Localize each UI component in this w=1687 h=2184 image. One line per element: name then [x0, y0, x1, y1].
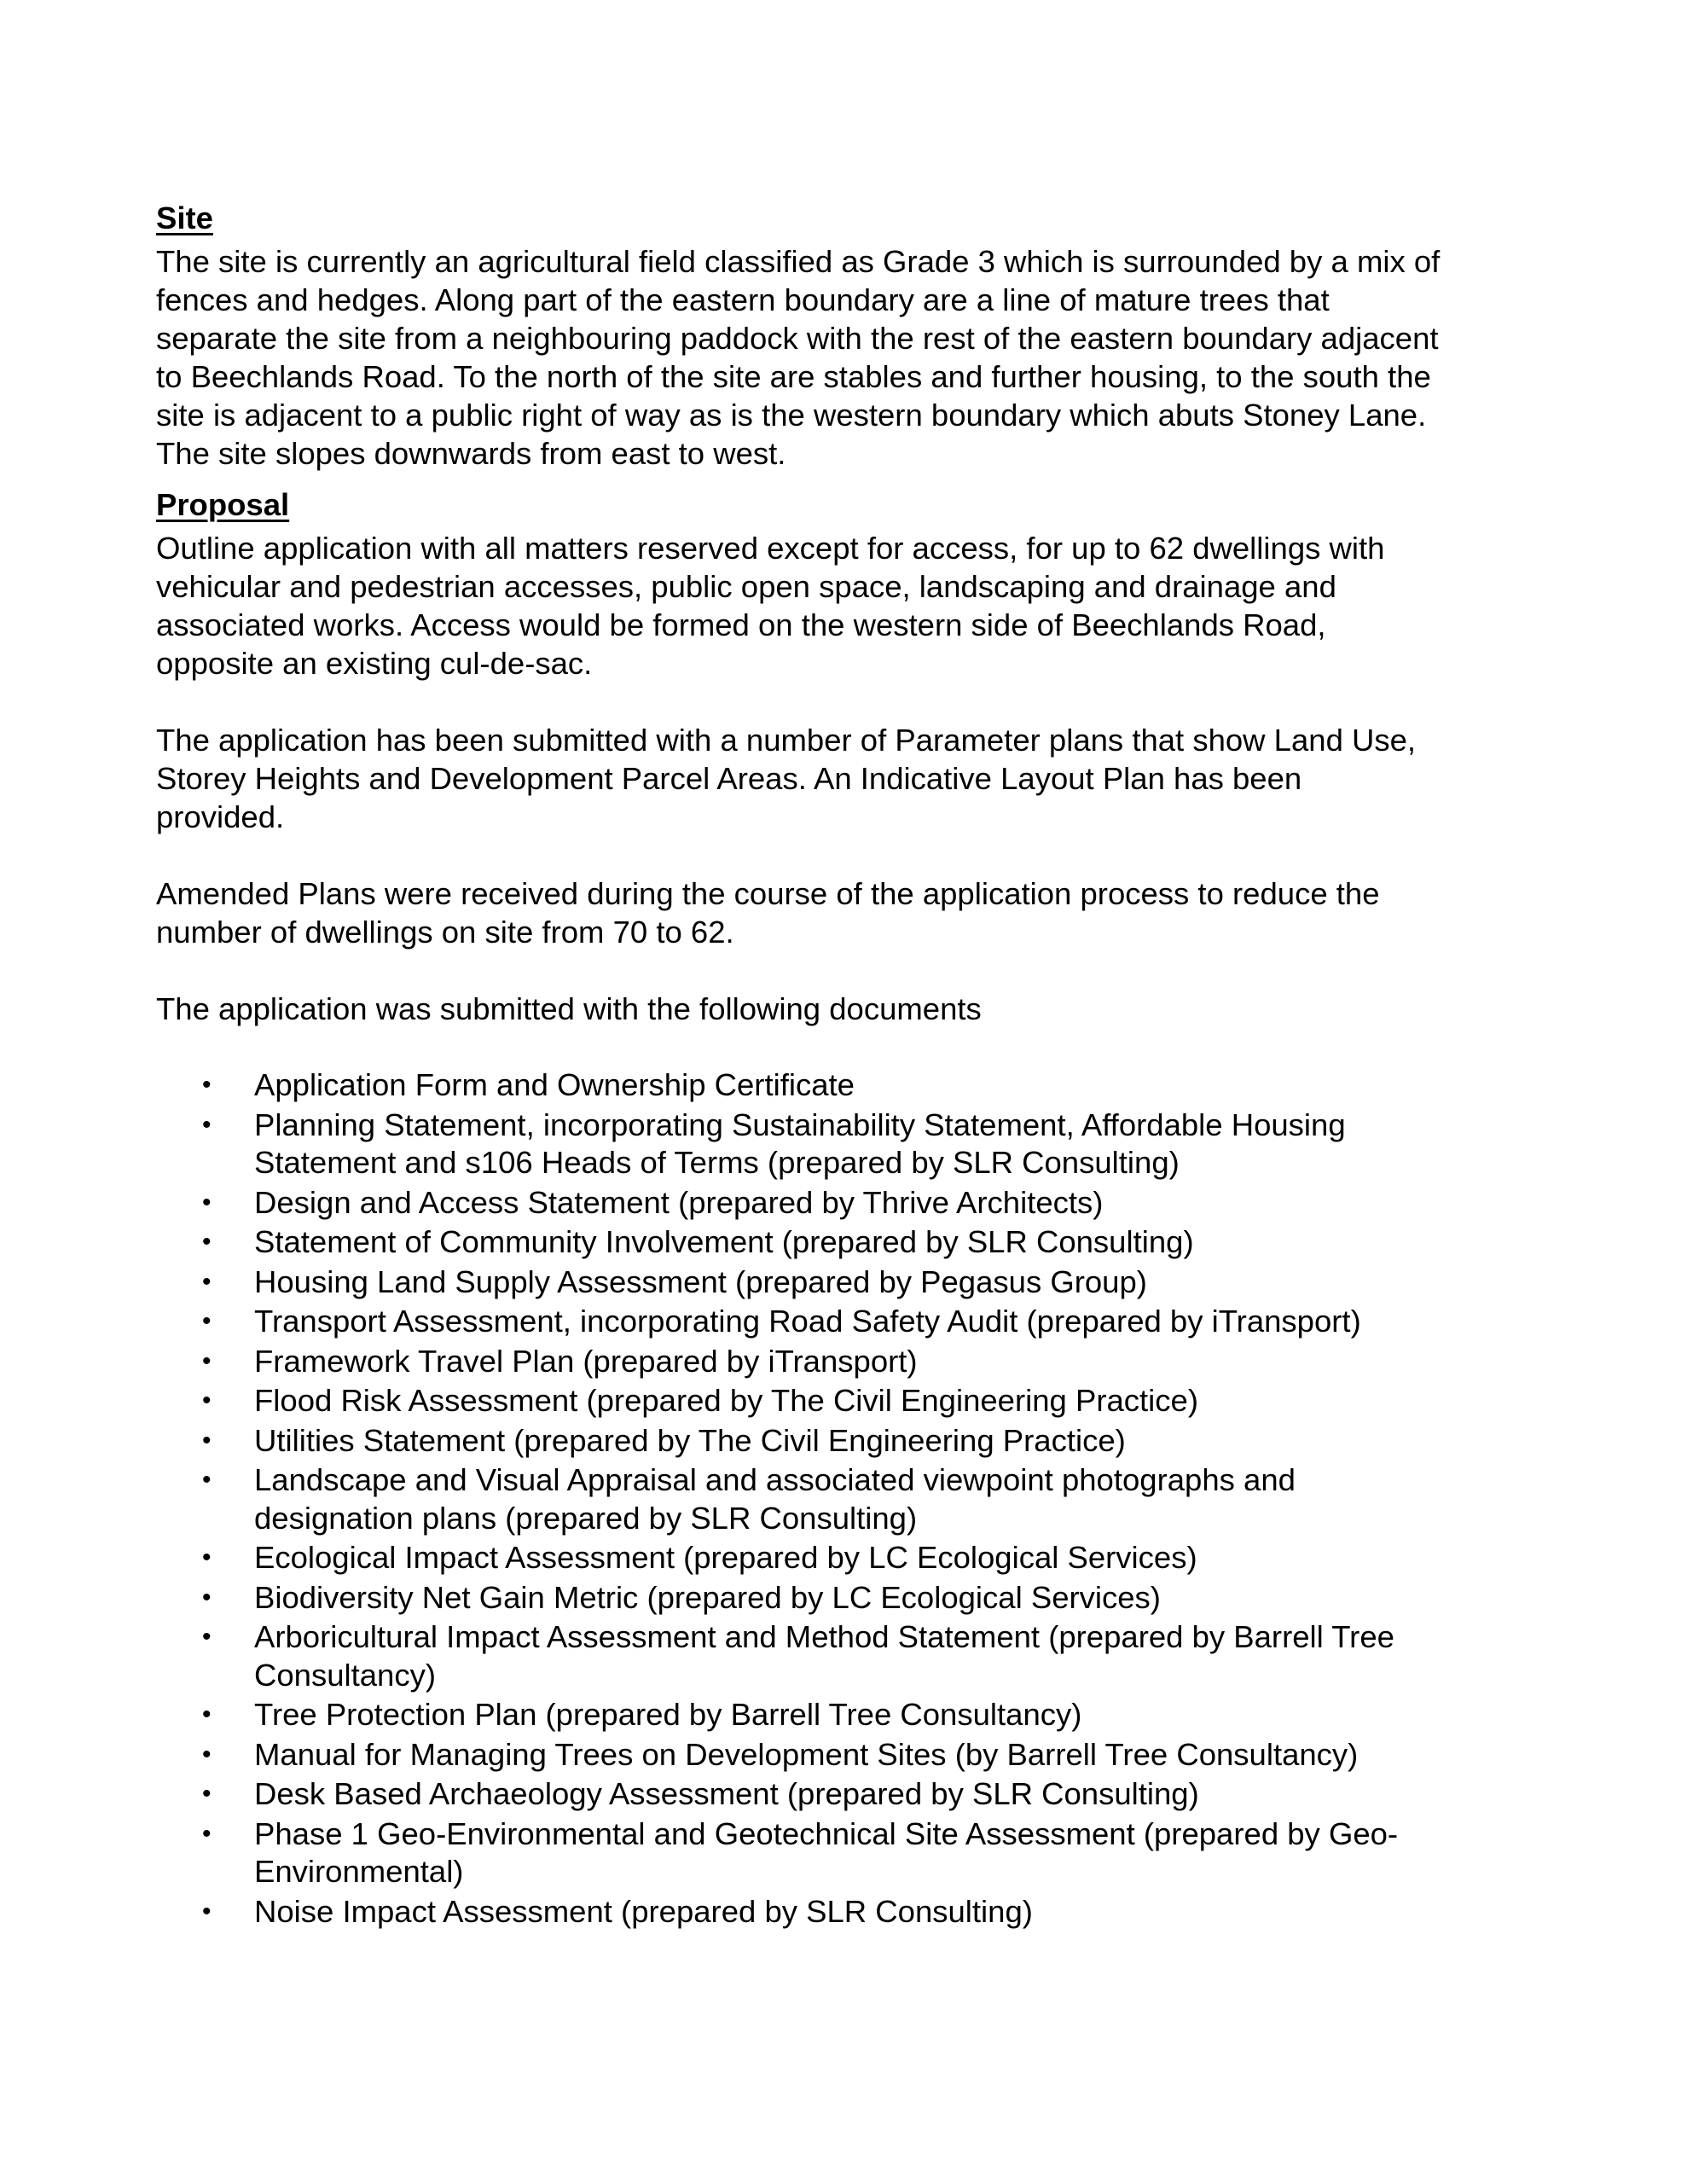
proposal-line: provided.	[156, 799, 285, 834]
bullet-icon: •	[202, 1819, 212, 1848]
document-list-item	[156, 1107, 1555, 1182]
bullet-icon: •	[202, 1700, 212, 1728]
document-list-item-text: Framework Travel Plan (prepared by iTransport)	[254, 1343, 918, 1379]
document-list-item-text: Phase 1 Geo-Environmental and Geotechnical Site Assessment (prepared by Geo-	[254, 1815, 1399, 1851]
proposal-heading: Proposal	[156, 487, 290, 522]
proposal-line: The application has been submitted with a number of Parameter plans that show Land Use,	[156, 723, 1417, 758]
document-page	[156, 195, 1555, 1932]
document-list-item-text: Consultancy)	[254, 1657, 437, 1693]
document-list-item-text: Tree Protection Plan (prepared by Barrell Tree Consultancy)	[254, 1697, 1082, 1732]
document-list-item-text: Flood Risk Assessment (prepared by The Civil Engineering Practice)	[254, 1383, 1198, 1418]
document-list-item	[156, 1382, 1555, 1420]
bullet-icon: •	[202, 1386, 212, 1414]
site-description	[156, 242, 1555, 473]
document-list-item-text: Statement and s106 Heads of Terms (prepared by SLR Consulting)	[254, 1145, 1180, 1180]
site-line: The site is currently an agricultural field classified as Grade 3 which is surrounded by a mix of	[156, 244, 1441, 279]
document-list-item	[156, 1618, 1555, 1694]
document-list-item-text: Landscape and Visual Appraisal and associated viewpoint photographs and	[254, 1462, 1296, 1497]
document-list-item	[156, 1066, 1555, 1105]
document-list-item	[156, 1303, 1555, 1341]
document-list-item-text: Application Form and Ownership Certificate	[254, 1067, 855, 1102]
site-line: to Beechlands Road. To the north of the site are stables and further housing, to the south the	[156, 359, 1431, 394]
proposal-line: vehicular and pedestrian accesses, public open space, landscaping and drainage and	[156, 569, 1336, 604]
document-list-item	[156, 1343, 1555, 1381]
document-list-item-text: designation plans (prepared by SLR Consulting)	[254, 1500, 918, 1536]
proposal-line: Amended Plans were received during the course of the application process to reduce the	[156, 876, 1380, 911]
bullet-icon: •	[202, 1466, 212, 1494]
document-list-item-text: Biodiversity Net Gain Metric (prepared by LC Ecological Services)	[254, 1579, 1161, 1615]
proposal-line: opposite an existing cul-de-sac.	[156, 646, 593, 681]
bullet-icon: •	[202, 1071, 212, 1099]
document-list-item	[156, 1184, 1555, 1223]
document-list-item-text: Design and Access Statement (prepared by Thrive Architects)	[254, 1184, 1104, 1220]
document-list-item	[156, 1539, 1555, 1577]
site-heading: Site	[156, 200, 213, 235]
document-list-item	[156, 1422, 1555, 1461]
document-list-item-text: Manual for Managing Trees on Development Sites (by Barrell Tree Consultancy)	[254, 1736, 1359, 1772]
document-list-item	[156, 1461, 1555, 1537]
document-list-item	[156, 1736, 1555, 1774]
bullet-icon: •	[202, 1426, 212, 1455]
bullet-icon: •	[202, 1110, 212, 1139]
bullet-icon: •	[202, 1188, 212, 1217]
bullet-icon: •	[202, 1543, 212, 1571]
site-line: site is adjacent to a public right of way as is the western boundary which abuts Stoney Lane.	[156, 398, 1427, 433]
document-list-item	[156, 1263, 1555, 1302]
document-list-item	[156, 1775, 1555, 1814]
proposal-line: number of dwellings on site from 70 to 62.	[156, 915, 734, 950]
document-list-item-text: Planning Statement, incorporating Sustainability Statement, Affordable Housing	[254, 1107, 1346, 1142]
proposal-line: associated works. Access would be formed on the western side of Beechlands Road,	[156, 607, 1326, 642]
bullet-icon: •	[202, 1896, 212, 1926]
documents-list	[156, 1066, 1555, 1931]
bullet-icon: •	[202, 1780, 212, 1808]
document-list-item-text: Statement of Community Involvement (prepared by SLR Consulting)	[254, 1224, 1194, 1259]
site-line: The site slopes downwards from east to west.	[156, 436, 786, 471]
document-list-item-text: Noise Impact Assessment (prepared by SLR Consulting)	[254, 1893, 1033, 1929]
document-list-item	[156, 1696, 1555, 1734]
bullet-icon: •	[202, 1623, 212, 1651]
site-line: fences and hedges. Along part of the eastern boundary are a line of mature trees that	[156, 282, 1330, 317]
proposal-line: Outline application with all matters reserved except for access, for up to 62 dwellings with	[156, 531, 1385, 566]
bullet-icon: •	[202, 1228, 212, 1256]
bullet-icon: •	[202, 1267, 212, 1296]
proposal-paragraph-outline	[156, 529, 1555, 682]
document-list-item	[156, 1893, 1555, 1931]
document-list-item-text: Transport Assessment, incorporating Road Safety Audit (prepared by iTransport)	[254, 1304, 1361, 1339]
document-list-item-text: Ecological Impact Assessment (prepared by LC Ecological Services)	[254, 1540, 1197, 1575]
document-list-item	[156, 1579, 1555, 1618]
site-line: separate the site from a neighbouring paddock with the rest of the eastern boundary adjacent	[156, 321, 1439, 356]
bullet-icon: •	[202, 1346, 212, 1375]
document-list-item-text: Desk Based Archaeology Assessment (prepared by SLR Consulting)	[254, 1776, 1199, 1811]
document-list-item	[156, 1223, 1555, 1262]
bullet-icon: •	[202, 1583, 212, 1612]
document-list-item	[156, 1815, 1555, 1891]
proposal-paragraph-documents-intro: The application was submitted with the following documents	[156, 991, 982, 1026]
bullet-icon: •	[202, 1307, 212, 1335]
document-list-item-text: Arboricultural Impact Assessment and Method Statement (prepared by Barrell Tree	[254, 1619, 1394, 1654]
proposal-paragraph-parameter-plans	[156, 721, 1555, 836]
proposal-paragraph-amended-plans	[156, 874, 1555, 951]
proposal-line: Storey Heights and Development Parcel Areas. An Indicative Layout Plan has been	[156, 761, 1302, 796]
document-list-item-text: Utilities Statement (prepared by The Civil Engineering Practice)	[254, 1422, 1126, 1458]
document-list-item-text: Housing Land Supply Assessment (prepared by Pegasus Group)	[254, 1263, 1147, 1299]
document-list-item-text: Environmental)	[254, 1854, 464, 1889]
bullet-icon: •	[202, 1740, 212, 1769]
